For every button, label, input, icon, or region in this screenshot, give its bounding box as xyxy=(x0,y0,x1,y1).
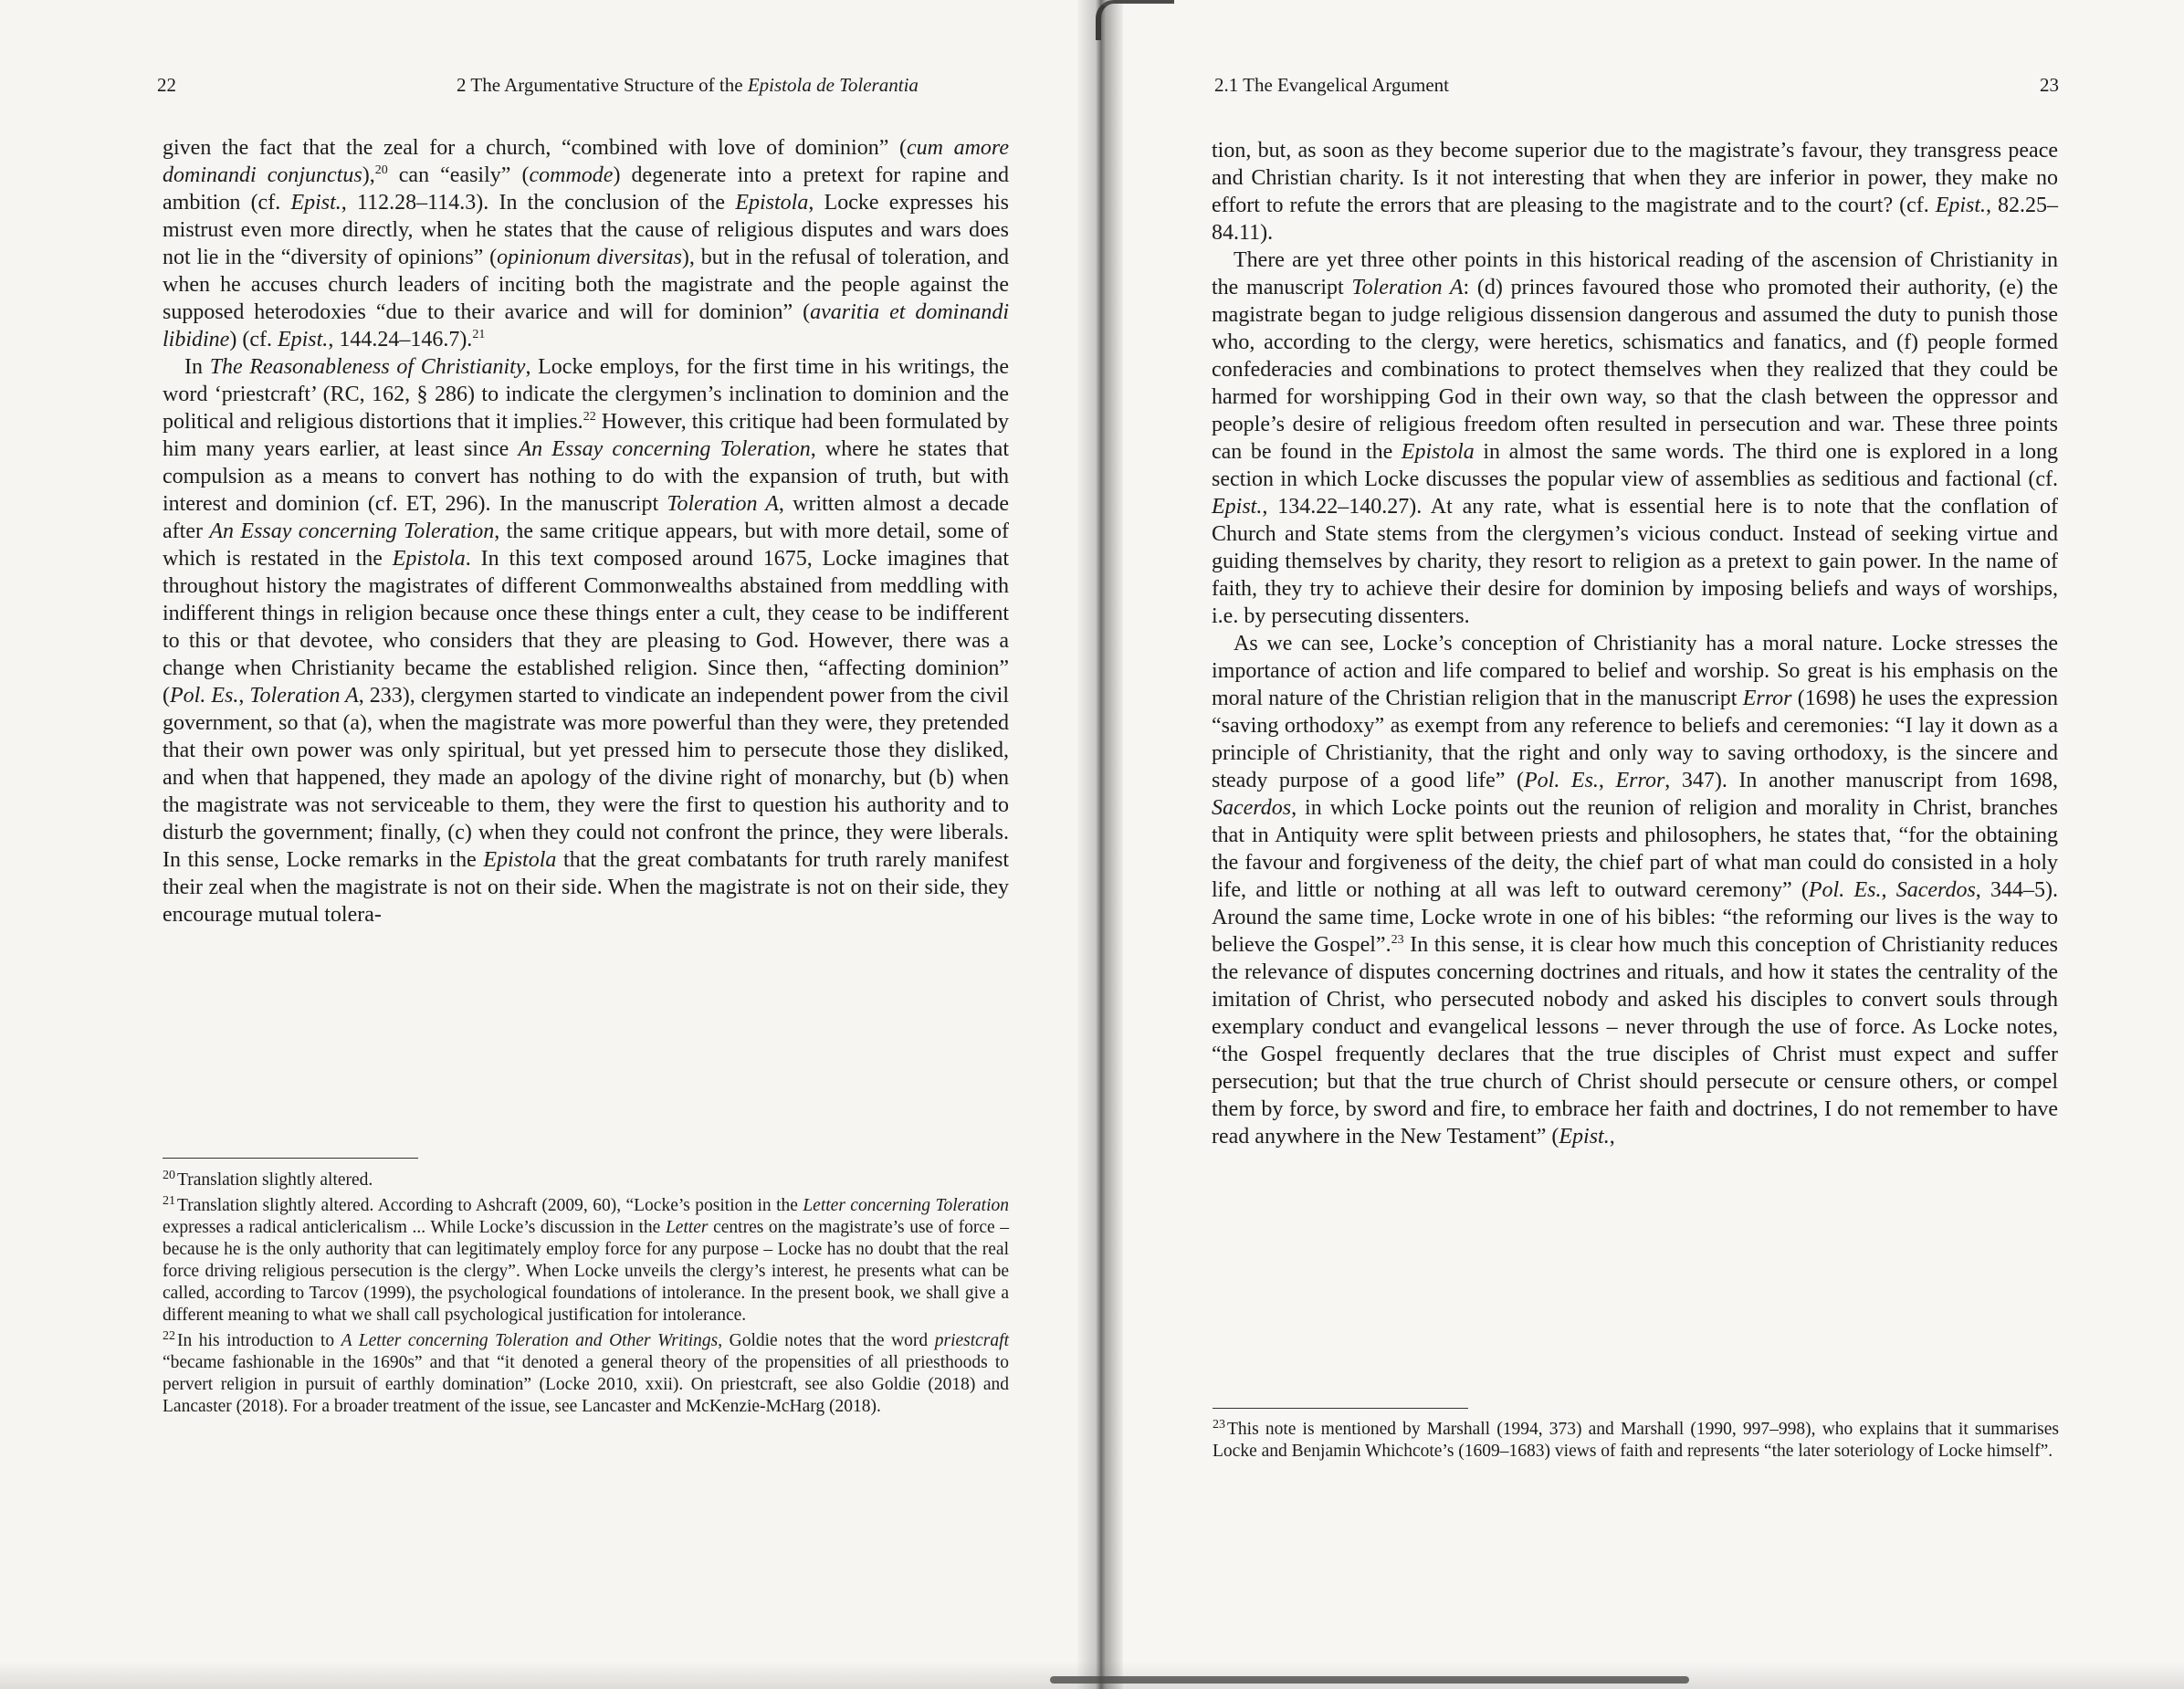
book-gutter xyxy=(1077,0,1123,1689)
paragraph: There are yet three other points in this historical reading of the ascension of Christianity in the manuscript Toleration A: (d) princes favoured those who promoted their authority, (e) the magistrate began to judge religious dissension dangerous and assumed the duty to punish those who, according to the clergy, were heretics, schismatics and fanatics, and (f) people formed confederacies and combinations to protect themselves when they realized that they could be harmed for worshipping God in their own way, so that the clash between the oppressor and people’s desire of religious freedom often resulted in persecution and war. These three points can be found in the Epistola in almost the same words. The third one is explored in a long section in which Locke discusses the popular view of assemblies as seditious and factional (cf. Epist., 134.22–140.27). At any rate, what is essential here is to note that the conflation of Church and State stems from the clergymen’s vicious conduct. Instead of seeking virtue and guiding themselves by charity, they resort to religion as a pretext to gain power. In the name of faith, they try to achieve their desire for dominion by imposing beliefs and ways of worships, i.e. by persecuting dissenters. xyxy=(1212,248,2059,628)
running-head-text: 2 The Argumentative Structure of the xyxy=(457,74,748,96)
footnote: $^{23}$ This note is mentioned by Marshall (1994, 373) and Marshall (1990, 997–998), who explains that it summarises Locke and Benjamin Whichcote’s (1609–1683) views of faith and represents “the later soteriology of Locke himself”. xyxy=(1213,1417,2059,1461)
paragraph: As we can see, Locke’s conception of Christianity has a moral nature. Locke stresses the importance of action and life compared to belief and worship. So great is his emphasis on the moral nature of the Christian religion that in the manuscript Error (1698) he uses the expression “saving orthodoxy” as exempt from any reference to beliefs and ceremonies: “I lay it down as a principle of Christianity, that the right and only way to saving orthodoxy, is the sincere and steady purpose of a good life” (Pol. Es., Error, 347). In another manuscript from 1698, Sacerdos, in which Locke points out the reunion of religion and morality in Christ, branches that in Antiquity were split between priests and philosophers, he states that, “for the obtaining the favour and forgiveness of the deity, the chief part of what man could do consisted in a holy life, and little or nothing at all was left to outward ceremony” (Pol. Es., Sacerdos, 344–5). Around the same time, Locke wrote in one of his bibles: “the reforming our lives is the way to believe the Gospel”.$^{23}$ In this sense, it is clear how much this conception of Christianity reduces the relevance of disputes concerning doctrines and rituals, and how it states the centrality of the imitation of Christ, who persecuted nobody and asked his disciples to convert souls through exemplary conduct and evangelical lessons – never through the use of force. As Locke notes, “the Gospel frequently declares that the true disciples of Christ must expect and suffer persecution; but that the true church of Christ should persecute or censure others, or compel them by force, by sword and fire, to embrace her faith and doctrines, I do not remember to have read anywhere in the New Testament” (Epist., xyxy=(1212,632,2059,1149)
paragraph: given the fact that the zeal for a church, “combined with love of dominion” (cum amore dominandi conjunctus),$^{20}$ can “easily” (commode) degenerate into a pretext for rapine and ambition (cf. Epist., 112.28–114.3). In the conclusion of the Epistola, Locke expresses his mistrust even more directly, when he states that the cause of religious disputes and wars does not lie in the “diversity of opinions” (opinionum diversitas), but in the refusal of toleration, and when he accuses church leaders of inciting both the magistrate and the people against the supposed heterodoxies “due to their avarice and will for dominion” (avaritia et dominandi libidine) (cf. Epist., 144.24–146.7).$^{21}$ xyxy=(163,136,1010,351)
footnote: $^{20}$ Translation slightly altered. xyxy=(163,1168,373,1190)
binding-bottom-edge xyxy=(1050,1676,1689,1684)
paragraph: tion, but, as soon as they become superior due to the magistrate’s favour, they transgress peace and Christian charity. Is it not interesting that when they are inferior in power, they make no effort to refute the errors that are pleasing to the magistrate and to the court? (cf. Epist., 82.25–84.11). xyxy=(1212,139,2059,245)
main-text xyxy=(1212,137,2058,1150)
footnotes xyxy=(163,1170,1009,1421)
footnotes xyxy=(1213,1419,2059,1466)
main-text xyxy=(163,134,1009,928)
footnote: $^{22}$ In his introduction to A Letter concerning Toleration and Other Writings, Goldie notes that the word priestcraft “became fashionable in the 1690s” and that “it denoted a general theory of the propensities of all priesthoods to pervert religion in pursuit of earthly domination” (Locke 2010, xxii). On priestcraft, see also Goldie (2018) and Lancaster (2018). For a broader treatment of the issue, see Lancaster and McKenzie-McHarg (2018). xyxy=(163,1328,1009,1416)
paragraph: In The Reasonableness of Christianity, Locke employs, for the first time in his writings, the word ‘priestcraft’ (RC, 162, § 286) to indicate the clergymen’s inclination to dominion and the political and religious distortions that it implies.$^{22}$ However, this critique had been formulated by him many years earlier, at least since An Essay concerning Toleration, where he states that compulsion as a means to convert has nothing to do with the expansion of truth, but with interest and dominion (cf. ET, 296). In the manuscript Toleration A, written almost a decade after An Essay concerning Toleration, the same critique appears, but with more detail, some of which is restated in the Epistola. In this text composed around 1675, Locke imagines that throughout history the magistrates of different Commonwealths abstained from meddling with indifferent things in religion because once these things enter a cult, they cease to be indifferent to this or that devotee, who considers that they are pleasing to God. However, there was a change when Christianity became the established religion. Since then, “affecting dominion” (Pol. Es., Toleration A, 233), clergymen started to vindicate an independent power from the civil government, so that (a), when the magistrate was more powerful than they were, they pretended that their own power was only spiritual, but yet pressed him to persecute those they disliked, and when that happened, they made an apology of the divine right of monarchy, but (b) when the magistrate was not serviceable to them, they were the first to question his authority and to disturb the government; finally, (c) when they could not confront the prince, they were liberals. In this sense, Locke remarks in the Epistola that the great combatants for truth rarely manifest their zeal when the magistrate is not on their side. When the magistrate is not on their side, they encourage mutual tolera- xyxy=(163,355,1010,927)
footnote-rule xyxy=(163,1158,418,1159)
footnote: $^{21}$ Translation slightly altered. According to Ashcraft (2009, 60), “Locke’s position in the Letter concerning Toleration expresses a radical anticlericalism ... While Locke’s discussion in the Letter centres on the magistrate’s use of force – because he is the only authority that can legitimately employ force for any purpose – Locke has no doubt that the real force driving religious persecution is the clergy”. When Locke unveils the clergy’s interest, he presents what can be called, according to Tarcov (1999), the psychological foundations of intolerance. In the present book, we shall give a different meaning to what we shall call psychological justification for intolerance. xyxy=(163,1193,1009,1325)
footnote-rule xyxy=(1213,1408,1468,1409)
section-head: 2.1 The Evangelical Argument xyxy=(1214,74,1449,96)
binding-edge xyxy=(1096,0,1174,40)
right-page xyxy=(1096,0,2184,1689)
running-head xyxy=(457,73,919,97)
running-head-title: Epistola de Tolerantia xyxy=(747,74,919,96)
page-number: 22 xyxy=(157,74,176,96)
page-number: 23 xyxy=(2040,74,2059,96)
page-bottom-shadow xyxy=(0,1662,2184,1689)
